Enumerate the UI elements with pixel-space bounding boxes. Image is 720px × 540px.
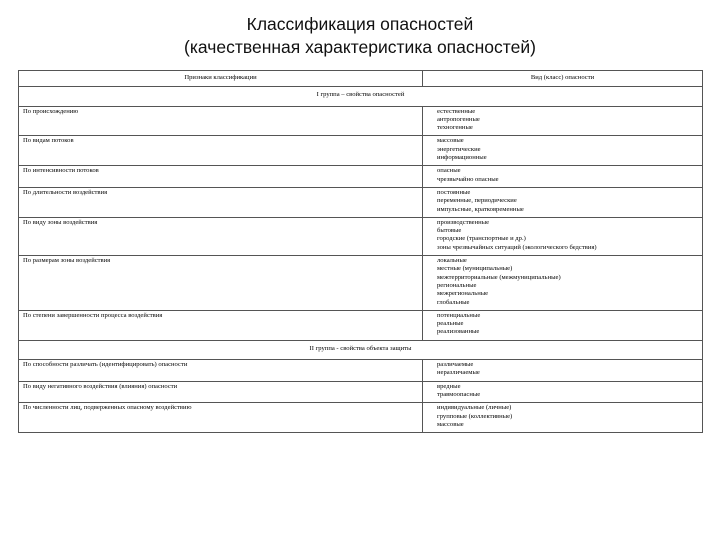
table-row <box>19 217 703 255</box>
hazard-type-item: индивидуальные (личные) <box>437 404 512 412</box>
hazard-type-item: зоны чрезвычайных ситуаций (экологического бедствия) <box>437 243 597 251</box>
hazard-type-item: импульсные, кратковременные <box>437 205 524 213</box>
classification-feature: По виду негативного воздействия (влияния) опасности <box>19 381 423 403</box>
hazard-types <box>423 217 703 255</box>
hazard-type-item: региональные <box>437 281 477 289</box>
hazard-type-item: неразличаемые <box>437 369 480 377</box>
hazard-type-item: естественные <box>437 107 476 115</box>
hazard-types <box>423 403 703 433</box>
hazard-type-item: местные (муниципальные) <box>437 265 513 273</box>
hazard-types <box>423 381 703 403</box>
classification-feature: По степени завершенности процесса воздействия <box>19 310 423 340</box>
hazard-type-item: массовые <box>437 137 464 145</box>
table-row <box>19 136 703 166</box>
hazard-type-item: городские (транспортные и др.) <box>437 235 526 243</box>
classification-feature: По способности различать (идентифицировать) опасности <box>19 360 423 382</box>
hazard-type-item: чрезвычайно опасные <box>437 175 499 183</box>
group-row <box>19 87 703 106</box>
classification-table-body <box>19 71 703 433</box>
hazard-type-item: вредные <box>437 382 461 390</box>
hazard-type-item: межрегиональные <box>437 290 489 298</box>
hazard-type-item: опасные <box>437 167 461 175</box>
hazard-types <box>423 166 703 188</box>
slide-title: Классификация опасностей <box>246 14 474 34</box>
hazard-type-item: техногенные <box>437 124 473 132</box>
hazard-type-item: различаемые <box>437 361 474 369</box>
table-row <box>19 310 703 340</box>
hazard-type-item: локальные <box>437 257 467 265</box>
hazard-type-item: антропогенные <box>437 115 480 123</box>
hazard-types <box>423 310 703 340</box>
hazard-type-item: глобальные <box>437 298 470 306</box>
hazard-type-item: переменные, периодические <box>437 197 517 205</box>
table-row <box>19 403 703 433</box>
classification-feature: По длительности воздействия <box>19 187 423 217</box>
classification-feature: По размерам зоны воздействия <box>19 256 423 311</box>
group-title: I группа – свойства опасностей <box>19 87 703 106</box>
hazard-type-item: потенциальные <box>437 311 481 319</box>
table-header-row <box>19 71 703 87</box>
hazard-types <box>423 106 703 136</box>
group-row <box>19 340 703 359</box>
table-row <box>19 106 703 136</box>
header-type: Вид (класс) опасности <box>423 71 703 87</box>
classification-feature: По видам потоков <box>19 136 423 166</box>
hazard-type-item: межтерриториальные (межмуниципальные) <box>437 273 561 281</box>
hazard-type-item: групповые (коллективные) <box>437 412 513 420</box>
table-row <box>19 256 703 311</box>
hazard-type-item: энергетические <box>437 145 481 153</box>
group-title: II группа - свойства объекта защиты <box>19 340 703 359</box>
table-row <box>19 381 703 403</box>
hazard-type-item: постоянные <box>437 188 471 196</box>
classification-feature: По виду зоны воздействия <box>19 217 423 255</box>
hazard-type-item: реализованные <box>437 328 480 336</box>
hazard-types <box>423 360 703 382</box>
hazard-type-item: массовые <box>437 420 464 428</box>
hazard-type-item: травмоопасные <box>437 390 481 398</box>
classification-feature: По происхождению <box>19 106 423 136</box>
table-row <box>19 360 703 382</box>
hazard-types <box>423 187 703 217</box>
slide-subtitle: (качественная характеристика опасностей) <box>184 37 536 57</box>
hazard-type-item: производственные <box>437 218 490 226</box>
hazard-types <box>423 256 703 311</box>
hazard-type-item: бытовые <box>437 227 462 235</box>
classification-table <box>18 70 703 433</box>
hazard-types <box>423 136 703 166</box>
table-row <box>19 187 703 217</box>
table-row <box>19 166 703 188</box>
hazard-type-item: реальные <box>437 320 464 328</box>
classification-feature: По численности лиц, подверженных опасному воздействию <box>19 403 423 433</box>
classification-feature: По интенсивности потоков <box>19 166 423 188</box>
header-feature: Признаки классификации <box>19 71 423 87</box>
hazard-type-item: информационные <box>437 154 487 162</box>
